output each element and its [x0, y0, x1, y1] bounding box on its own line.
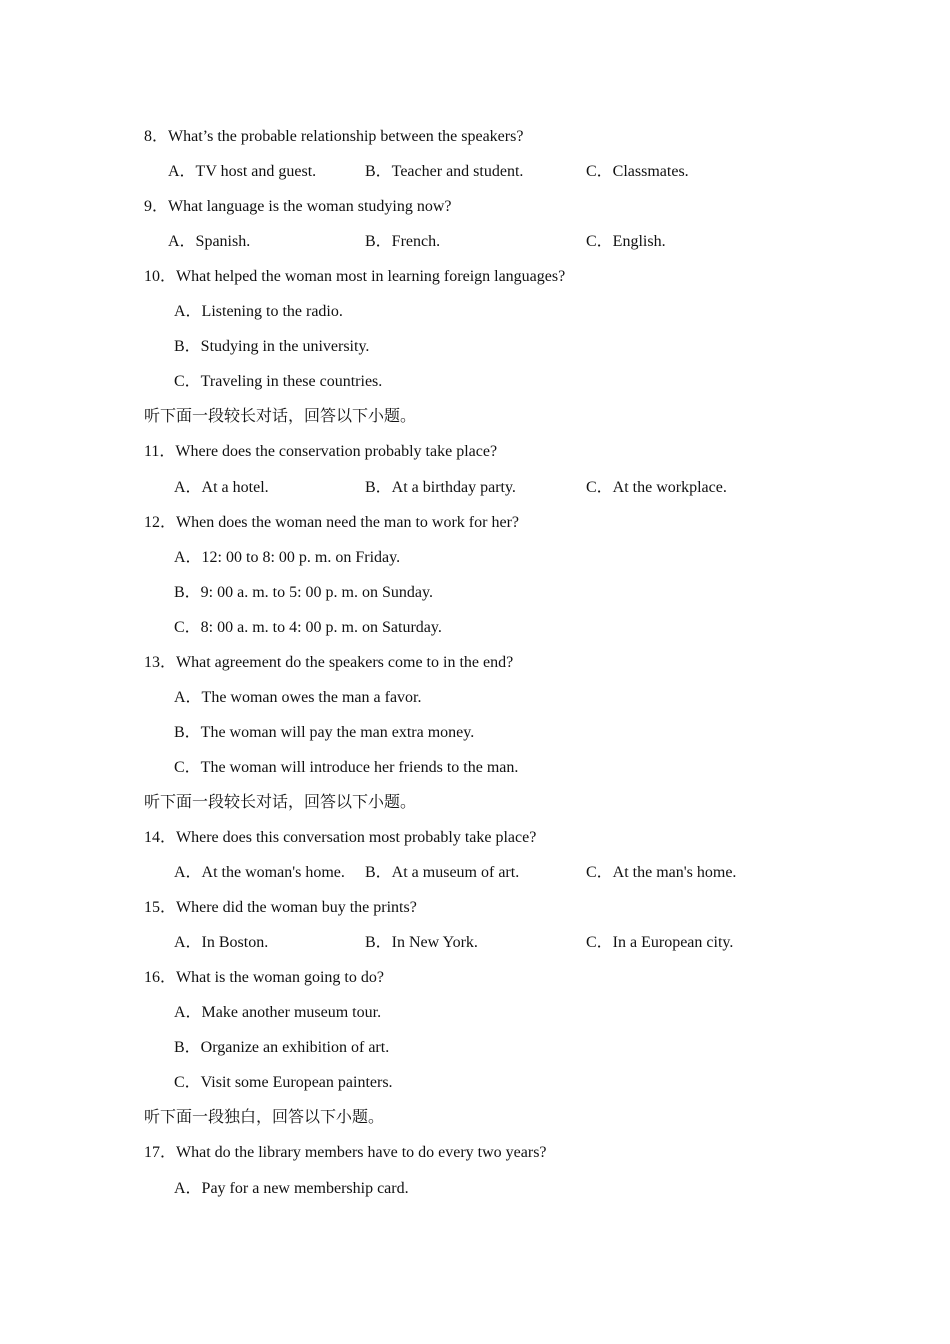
answer-option: A．Spanish. — [168, 233, 251, 250]
question-stem: 11．Where does the conservation probably take place? — [144, 443, 498, 460]
question-stem: 16．What is the woman going to do? — [144, 969, 384, 986]
answer-option: A．Make another museum tour. — [174, 1004, 382, 1021]
answer-option: A．The woman owes the man a favor. — [174, 689, 422, 706]
answer-option: B．Organize an exhibition of art. — [174, 1039, 390, 1056]
answer-option: B．9: 00 a. m. to 5: 00 p. m. on Sunday. — [174, 584, 433, 601]
answer-option: B．Teacher and student. — [365, 163, 524, 180]
answer-option: C．At the man's home. — [586, 864, 737, 881]
question-stem: 15．Where did the woman buy the prints? — [144, 899, 417, 916]
section-instruction: 听下面一段较长对话，回答以下小题。 — [144, 408, 417, 425]
answer-option: A．Pay for a new membership card. — [174, 1180, 409, 1197]
question-stem: 10．What helped the woman most in learning foreign languages? — [144, 268, 566, 285]
answer-option: C．Traveling in these countries. — [174, 373, 383, 390]
answer-option: B．French. — [365, 233, 441, 250]
question-stem: 8．What’s the probable relationship between the speakers? — [144, 128, 524, 145]
answer-option: C．In a European city. — [586, 934, 734, 951]
answer-option: B．At a museum of art. — [365, 864, 520, 881]
section-instruction: 听下面一段独白，回答以下小题。 — [144, 1109, 385, 1126]
answer-option: C．English. — [586, 233, 666, 250]
answer-option: A．12: 00 to 8: 00 p. m. on Friday. — [174, 549, 401, 566]
answer-option: B．In New York. — [365, 934, 478, 951]
answer-option: C．Classmates. — [586, 163, 689, 180]
question-stem: 9．What language is the woman studying now? — [144, 198, 452, 215]
answer-option: A．At a hotel. — [174, 479, 269, 496]
answer-option: C．At the workplace. — [586, 479, 727, 496]
answer-option: C．8: 00 a. m. to 4: 00 p. m. on Saturday. — [174, 619, 442, 636]
answer-option: A．Listening to the radio. — [174, 303, 343, 320]
answer-option: A．TV host and guest. — [168, 163, 317, 180]
answer-option: B．The woman will pay the man extra money. — [174, 724, 475, 741]
question-stem: 12．When does the woman need the man to work for her? — [144, 514, 519, 531]
answer-option: C．Visit some European painters. — [174, 1074, 393, 1091]
answer-option: A．In Boston. — [174, 934, 269, 951]
question-stem: 13．What agreement do the speakers come to in the end? — [144, 654, 514, 671]
section-instruction: 听下面一段较长对话，回答以下小题。 — [144, 794, 417, 811]
question-stem: 14．Where does this conversation most probably take place? — [144, 829, 537, 846]
answer-option: C．The woman will introduce her friends to the man. — [174, 759, 519, 776]
answer-option: A．At the woman's home. — [174, 864, 345, 881]
answer-option: B．Studying in the university. — [174, 338, 370, 355]
question-stem: 17．What do the library members have to do every two years? — [144, 1144, 547, 1161]
answer-option: B．At a birthday party. — [365, 479, 516, 496]
